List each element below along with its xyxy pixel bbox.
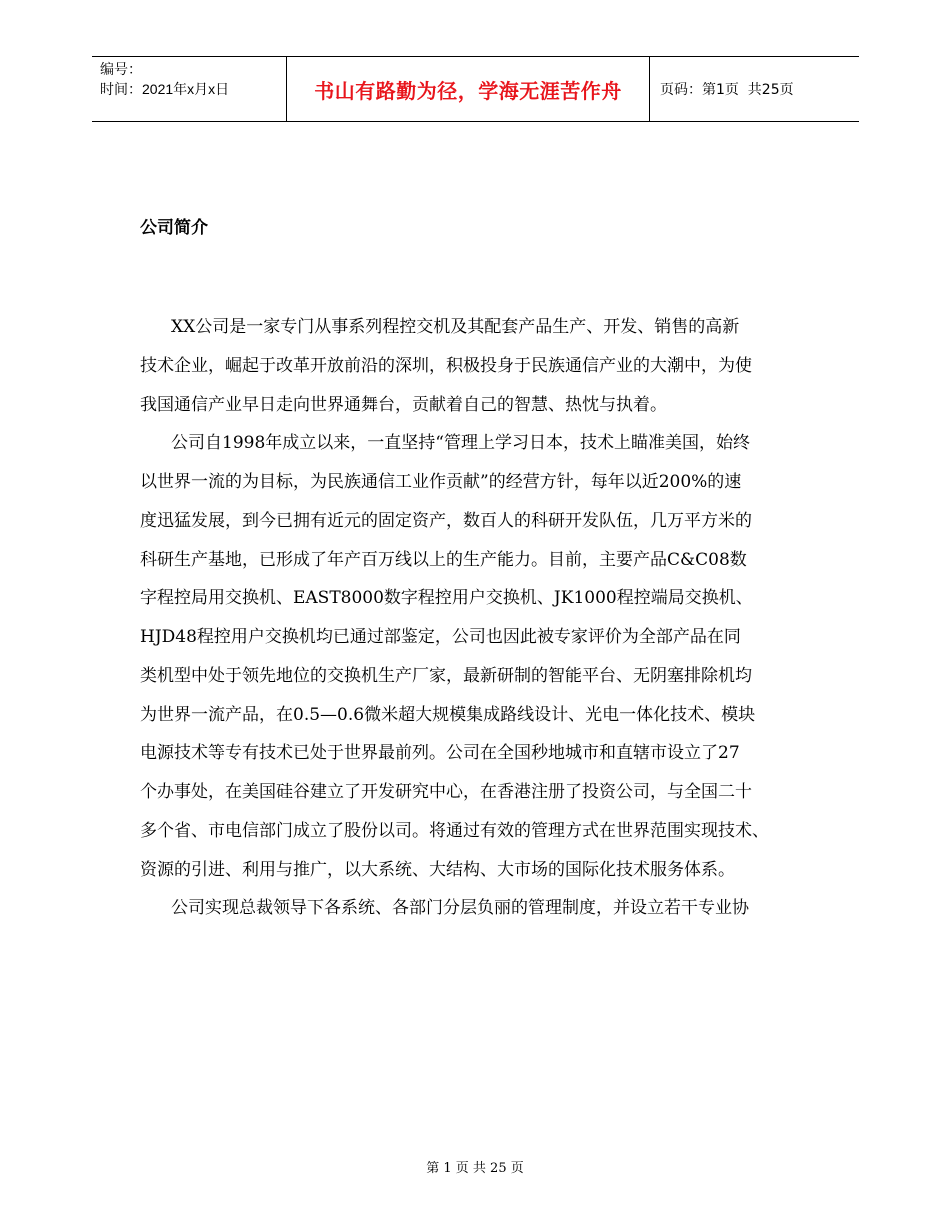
body-line: XX公司是一家专门从事系列程控交机及其配套产品生产、开发、销售的高新 — [171, 317, 740, 337]
body-line: 为世界一流产品，在0.5—0.6微米超大规模集成路线设计、光电一体化技术、模块 — [140, 704, 756, 725]
body-line: 资源的引进、利用与推广，以大系统、大结构、大市场的国际化技术服务体系。 — [140, 859, 735, 880]
body-line: 公司自1998年成立以来，一直坚持“管理上学习日本，技术上瞄准美国，始终 — [171, 433, 750, 454]
body-line: 类机型中处于领先地位的交换机生产厂家，最新研制的智能平台、无阴塞排除机均 — [140, 665, 752, 686]
page-header — [92, 56, 859, 122]
body-line: 我国通信产业早日走向世界通舞台，贡献着自己的智慧、热忱与执着。 — [140, 394, 667, 415]
body-line: 多个省、市电信部门成立了股份以司。将通过有效的管理方式在世界范围实现技术、 — [140, 820, 769, 841]
body-line: 科研生产基地，已形成了年产百万线以上的生产能力。目前，主要产品C&C08数 — [140, 549, 747, 570]
header-page-info: 页码：第1页 共25页 — [660, 82, 794, 98]
page-footer — [0, 1157, 950, 1176]
body-line: 技术企业，崛起于改革开放前沿的深圳，积极投身于民族通信产业的大潮中，为使 — [140, 355, 752, 376]
header-motto-cell — [287, 57, 650, 121]
body-line: 个办事处，在美国硅谷建立了开发研究中心，在香港注册了投资公司，与全国二十 — [140, 782, 752, 802]
body-line: HJD48程控用户交换机均已通过部鉴定，公司也因此被专家评价为全部产品在同 — [140, 627, 741, 647]
header-page-cell — [650, 57, 859, 121]
header-motto: 书山有路勤为径，学海无涯苦作舟 — [314, 78, 622, 103]
document-time-label: 时间：2021年x月x日 — [100, 81, 230, 97]
body-line: 公司实现总裁领导下各系统、各部门分层负丽的管理制度，并设立若干专业协 — [171, 898, 749, 919]
body-line: 度迅猛发展，到今已拥有近元的固定资产，数百人的科研开发队伍，几万平方米的 — [140, 510, 752, 531]
document-title: 公司简介 — [140, 218, 208, 238]
footer-page-number: 第 1 页 共 25 页 — [426, 1161, 524, 1176]
document-number-label: 编号： — [100, 61, 142, 77]
header-meta-cell — [92, 57, 287, 121]
document-body — [140, 308, 830, 928]
body-line: 字程控局用交换机、EAST8000数字程控用户交换机、JK1000程控端局交换机、 — [140, 588, 753, 609]
body-line: 电源技术等专有技术已处于世界最前列。公司在全国秒地城市和直辖市设立了27 — [140, 743, 740, 764]
body-line: 以世界一流的为目标，为民族通信工业作贡献”的经营方针，每年以近200%的速 — [140, 472, 742, 492]
